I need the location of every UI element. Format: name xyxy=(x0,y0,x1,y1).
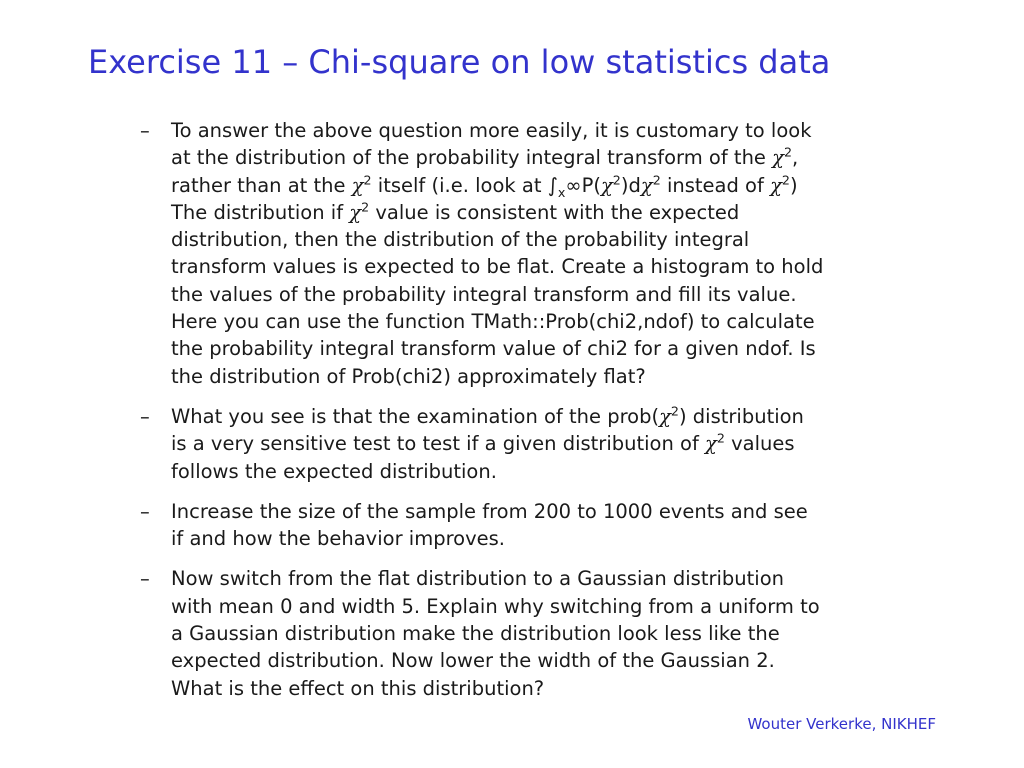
chi-symbol: χ xyxy=(770,173,782,197)
text-line: if and how the behavior improves. xyxy=(171,527,505,551)
superscript: 2 xyxy=(670,403,679,419)
text-run: itself (i.e. look at ∫ xyxy=(371,173,558,197)
text-line: expected distribution. Now lower the width of the Gaussian 2. xyxy=(171,649,775,673)
chi-symbol: χ xyxy=(349,200,362,224)
superscript: 2 xyxy=(652,172,661,188)
footer-author: Wouter Verkerke, NIKHEF xyxy=(747,715,936,733)
chi-symbol: χ xyxy=(600,173,613,197)
text-line: a Gaussian distribution make the distribution look less like the xyxy=(171,622,780,646)
text-line: Increase the size of the sample from 200 to 1000 events and see xyxy=(171,499,808,523)
text-run: )d xyxy=(620,173,641,197)
bullet-list xyxy=(140,117,940,715)
superscript: 2 xyxy=(783,144,793,160)
text-run: instead of xyxy=(660,173,771,197)
text-run: ) xyxy=(789,173,798,197)
bullet-item xyxy=(140,403,940,485)
bullet-item xyxy=(140,498,940,553)
text-line: Here you can use the function TMath::Prob(chi2,ndof) to calculate xyxy=(171,310,815,334)
chi-symbol: χ xyxy=(772,146,784,170)
superscript: 2 xyxy=(363,172,372,188)
text-run: ∞P( xyxy=(565,173,601,197)
text-run: , xyxy=(792,146,799,170)
text-run: at the distribution of the probability integral transform of the xyxy=(171,146,773,170)
text-line xyxy=(171,199,940,226)
bullet-item xyxy=(140,117,940,390)
text-run: is a very sensitive test to test if a given distribution of xyxy=(171,432,706,456)
subscript: x xyxy=(557,184,566,200)
text-line: the probability integral transform value of chi2 for a given ndof. Is xyxy=(171,337,816,361)
text-line: Now switch from the flat distribution to a Gaussian distribution xyxy=(171,567,785,591)
superscript: 2 xyxy=(781,172,790,188)
superscript: 2 xyxy=(716,430,725,446)
dash-marker: – xyxy=(140,404,150,428)
text-run: value is consistent with the expected xyxy=(369,200,740,224)
text-line: with mean 0 and width 5. Explain why switching from a uniform to xyxy=(171,594,820,618)
text-line: the distribution of Prob(chi2) approximately flat? xyxy=(171,364,646,388)
text-line xyxy=(171,144,940,171)
text-line: What is the effect on this distribution? xyxy=(171,676,545,700)
slide-title: Exercise 11 – Chi-square on low statistics data xyxy=(88,43,831,81)
text-run: What you see is that the examination of the prob( xyxy=(171,404,660,428)
dash-marker: – xyxy=(140,567,150,591)
text-line xyxy=(171,430,940,457)
chi-symbol: χ xyxy=(659,404,671,428)
text-run: To answer the above question more easily, it is customary to look xyxy=(171,119,812,142)
dash-marker: – xyxy=(140,119,150,142)
text-run: rather than at the xyxy=(171,173,352,197)
text-line xyxy=(171,172,940,199)
text-line: the values of the probability integral transform and fill its value. xyxy=(171,282,797,306)
chi-symbol: χ xyxy=(351,173,364,197)
text-line xyxy=(171,403,940,430)
text-line xyxy=(171,117,940,144)
text-line: distribution, then the distribution of the probability integral xyxy=(171,228,750,252)
text-run: values xyxy=(724,432,795,456)
superscript: 2 xyxy=(612,172,621,188)
bullet-item xyxy=(140,565,940,701)
text-run: The distribution if xyxy=(171,200,350,224)
dash-marker: – xyxy=(140,499,150,523)
text-line: transform values is expected to be flat. Create a histogram to hold xyxy=(171,255,824,279)
text-line: follows the expected distribution. xyxy=(171,459,497,483)
text-run: ) distribution xyxy=(678,404,804,428)
superscript: 2 xyxy=(361,199,370,215)
chi-symbol: χ xyxy=(640,173,653,197)
chi-symbol: χ xyxy=(705,432,717,456)
